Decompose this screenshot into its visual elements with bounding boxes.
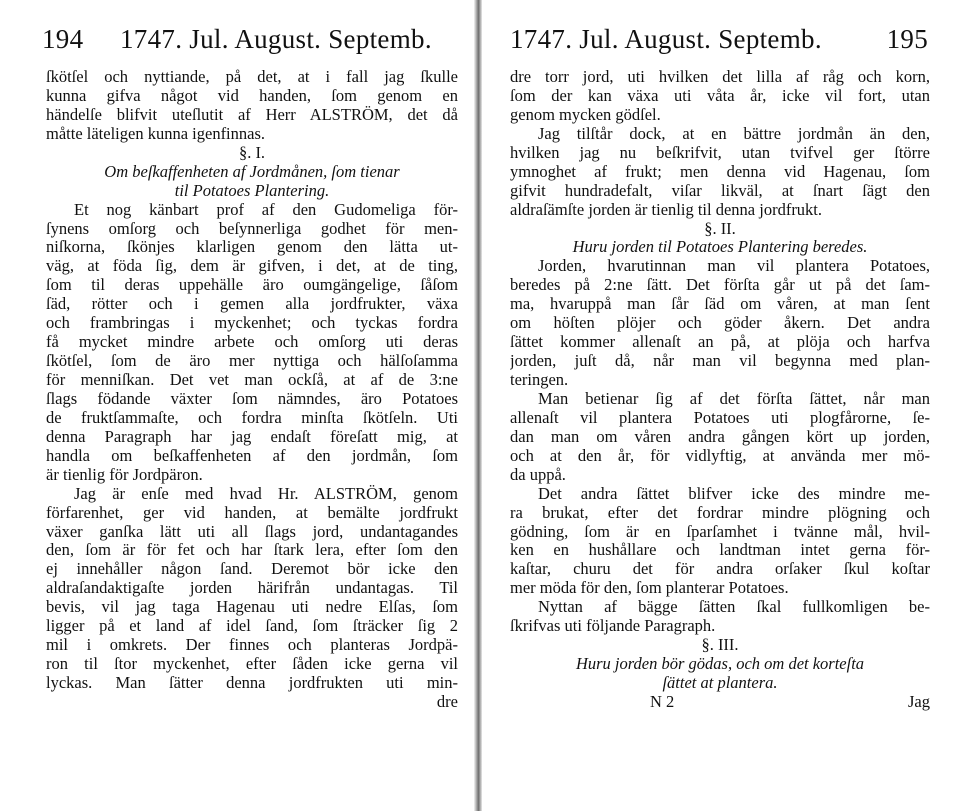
right-running-head: 1747. Jul. August. Septemb. — [510, 24, 822, 54]
text-line: gifvit hundradefalt, viſar likväl, at ſnart ſägt den — [510, 181, 930, 200]
text-line: ſynens omſorg och beſynnerliga godhet för men- — [46, 219, 458, 238]
text-line: ma, hvaruppå man ſår ſäd om våren, at man ſent — [510, 295, 930, 314]
left-running-head: 1747. Jul. August. Septemb. — [120, 24, 432, 54]
text-line: kunna gifva något vid handen, ſom genom en — [46, 86, 458, 105]
signature-line — [510, 693, 930, 712]
text-line: och at den år, för vidlyftig, at använda mer mö- — [510, 446, 930, 465]
text-line: ſättet kommer allenaſt an på, at plöja och harfva — [510, 333, 930, 352]
text-line: ſkötſel och nyttiande, på det, at i fall jag ſkulle — [46, 68, 458, 86]
text-line: ej innehåller någon ſand. Deremot bör icke den — [46, 560, 458, 579]
text-line: Det andra ſättet blifver icke des mindre me- — [538, 484, 930, 503]
text-line: ymnoghet af frukt; men denna vid Hagenau, ſom — [510, 162, 930, 181]
text-line: hvilken jag nu beſkrifvit, utan tvifvel ger ſtörre — [510, 143, 930, 162]
section-title: Om beſkaffenheten af Jordmånen, ſom tienar — [104, 162, 400, 181]
text-line: Et nog känbart prof af den Gudomeliga för- — [74, 200, 458, 219]
catchword: dre — [436, 692, 458, 711]
section-heading: §. III. — [701, 636, 739, 655]
text-line: aldraſandaktigaſte jorden härifrån undantagas. Til — [46, 579, 458, 598]
signature-mark: N 2 — [650, 692, 675, 711]
text-line: den, ſom är för fet och har ſtark lera, efter ſom den — [46, 541, 458, 560]
text-line: beredes på 2:ne ſätt. Det förſta går ut på det ſam- — [510, 276, 930, 295]
text-line: bevis, vil jag taga Hagenau uti nedre Elſas, ſom — [46, 598, 458, 617]
text-line: ron til ſtor myckenhet, efter ſåden icke gerna vil — [46, 655, 458, 674]
text-line: handla om beſkaffenheten af den jordmån, ſom — [46, 446, 458, 465]
text-line: allenaſt vil plantera Potatoes uti plogfårorne, ſe- — [510, 408, 930, 427]
left-page-number: 194 — [42, 24, 84, 54]
right-page — [484, 0, 960, 811]
text-line: ſkrifvas uti följande Paragraph. — [510, 617, 716, 636]
text-line: måtte läteligen kunna igenfinnas. — [46, 124, 266, 143]
text-line: för menniſkan. Det vet man ockſå, at af de 3:ne — [46, 371, 458, 389]
text-line: få mycket mindre arbete och omſorg uti deras — [46, 333, 458, 352]
text-line: da uppå. — [510, 465, 566, 484]
text-line: dan man om våren andra gången kört up jorden, — [510, 427, 930, 446]
section-title: ſättet at plantera. — [662, 674, 778, 692]
text-line: förfarenhet, ger vid handen, at bemälte jordfrukt — [46, 503, 458, 522]
section-heading: §. II. — [704, 219, 736, 238]
text-line: niſkorna, ſkönjes klarligen genom den lätta ut- — [46, 238, 458, 257]
text-line: Jag är enſe med hvad Hr. ALSTRÖM, genom — [74, 484, 458, 503]
text-line: lyckas. Man ſätter denna jordfrukten uti min- — [46, 674, 458, 692]
text-line: är tienlig för Jordpäron. — [46, 465, 203, 484]
section-title: til Potatoes Plantering. — [174, 181, 330, 200]
section-title: Huru jorden bör gödas, och om det korteſta — [575, 655, 865, 674]
section-title: Huru jorden til Potatoes Plantering beredes. — [572, 238, 868, 257]
text-line: och frambringas i myckenhet; och tyckas fordra — [46, 314, 458, 333]
catchword: Jag — [908, 692, 930, 711]
right-page-body — [510, 68, 930, 712]
section-heading: §. I. — [238, 143, 266, 162]
text-line: genom mycken gödſel. — [510, 105, 661, 124]
text-line: händelſe blifvit uteſlutit af Herr ALSTRÖM, det då — [46, 105, 458, 124]
text-line: ſäd, rötter och i gemen alla jordfrukter, växa — [46, 295, 458, 314]
text-line: ra brukat, efter det fordrar mindre plögning och — [510, 503, 930, 522]
text-line: ſkötſel, ſom de äro mer nyttiga och hälſoſamma — [46, 352, 458, 371]
text-line: gödning, ſom är en ſparſamhet i tvänne mål, hvil- — [510, 522, 930, 541]
text-line: mil i omkrets. Der finnes och planteras Jordpä- — [46, 636, 458, 655]
text-line: mer möda för den, ſom planterar Potatoes. — [510, 579, 789, 598]
text-line: ſlags födande växter ſom nämndes, äro Potatoes — [46, 389, 458, 408]
text-line: ken en hushållare och landtman intet gerna för- — [510, 541, 930, 560]
text-line: ſom der kan växa uti våta år, icke vil fort, utan — [510, 86, 930, 105]
text-line: dre torr jord, uti hvilken det lilla af råg och korn, — [510, 68, 930, 86]
text-line: Jorden, hvarutinnan man vil plantera Potatoes, — [538, 257, 930, 276]
text-line: växer ganſka lätt uti all ſlags jord, undantagandes — [46, 522, 458, 541]
text-line: Man betienar ſig af det förſta ſättet, når man — [538, 389, 930, 408]
text-line: de fruktſammaſte, och fordra minſta ſkötſeln. Uti — [46, 408, 458, 427]
text-line: om höſten plöjer och göder åkern. Det andra — [510, 314, 930, 333]
text-line: kaſtar, churu det för andra orſaker ſkul koſtar — [510, 560, 930, 579]
right-page-number: 195 — [886, 24, 928, 54]
text-line: denna Paragraph har jag endaſt föreſatt mig, at — [46, 427, 458, 446]
text-line: aldraſämſte jorden är tienlig til denna jordfrukt. — [510, 200, 823, 219]
left-page-body — [46, 68, 458, 712]
left-page — [0, 0, 478, 811]
text-line: teringen. — [510, 371, 569, 389]
text-line: ligger på et land af idel ſand, ſom ſträcker ſig 2 — [46, 617, 458, 636]
text-line: väg, at föda ſig, dem är gifven, i det, at de ting, — [46, 257, 458, 276]
text-line: jorden, juſt då, når man vil begynna med plan- — [510, 352, 930, 371]
text-line: Nyttan af bägge ſätten ſkal fullkomligen be- — [538, 598, 930, 617]
text-line: ſom til deras uppehälle äro oumgängelige, ſåſom — [46, 276, 458, 295]
text-line: Jag tilſtår dock, at en bättre jordmån än den, — [538, 124, 930, 143]
